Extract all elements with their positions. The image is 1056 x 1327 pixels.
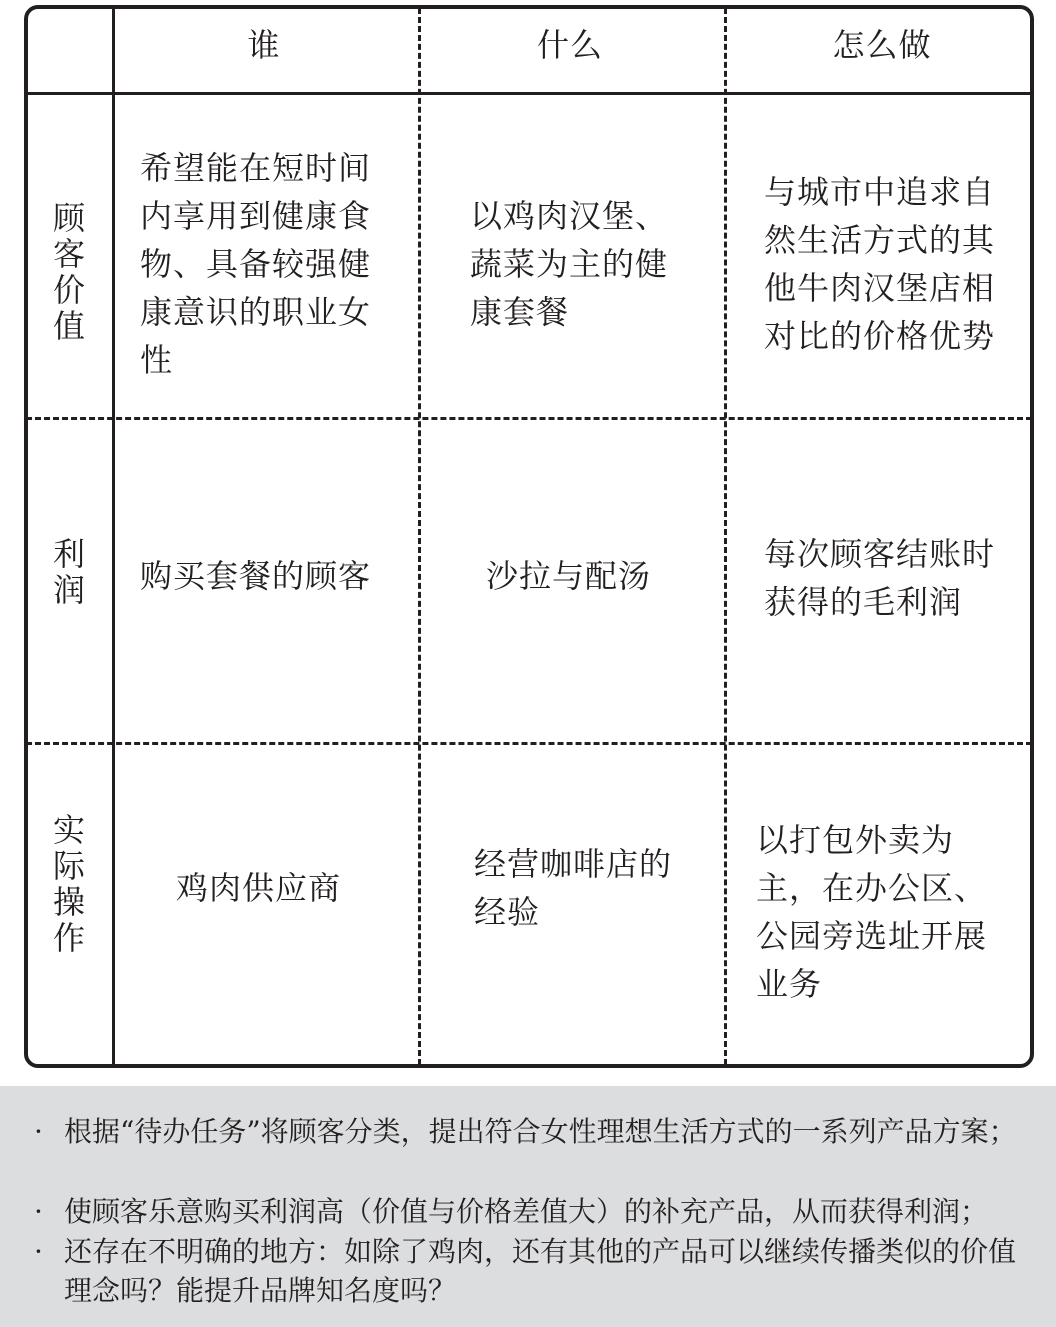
row-label-operations: 实 际 操 作 <box>52 811 85 957</box>
cell-profit-who: 购买套餐的顾客 <box>140 557 372 595</box>
bullet-mark: · <box>34 1115 43 1148</box>
header-what: 什么 <box>536 26 603 64</box>
note-text: 还存在不明确的地方：如除了鸡肉，还有其他的产品可以继续传播类似的价值理念吗？能提升品牌知名度吗？ <box>64 1235 1017 1307</box>
row-label-customer-value: 顾 客 价 值 <box>52 199 85 345</box>
cell-profit-how: 每次顾客结账时获得的毛利润 <box>764 535 996 621</box>
note-item-2 <box>34 1192 1034 1231</box>
cell-operations-how: 以打包外卖为主，在办公区、公园旁选址开展业务 <box>756 821 988 1003</box>
cell-operations-who: 鸡肉供应商 <box>176 869 342 907</box>
row-divider-2 <box>26 742 1032 745</box>
row-label-divider <box>112 8 115 1065</box>
column-divider-1 <box>418 8 421 1065</box>
row-divider-1 <box>26 417 1032 420</box>
note-item-1 <box>34 1112 1034 1151</box>
note-text: 使顾客乐意购买利润高（价值与价格差值大）的补充产品，从而获得利润； <box>64 1195 989 1228</box>
cell-operations-what: 经营咖啡店的经验 <box>474 845 673 931</box>
header-who: 谁 <box>247 26 281 64</box>
header-divider <box>26 92 1032 95</box>
notes-box <box>0 1086 1056 1327</box>
cell-customer-value-how: 与城市中追求自然生活方式的其他牛肉汉堡店相对比的价格优势 <box>764 173 996 355</box>
cell-customer-value-who: 希望能在短时间内享用到健康食物、具备较强健康意识的职业女性 <box>140 149 372 379</box>
header-how: 怎么做 <box>832 26 932 64</box>
note-item-3 <box>34 1232 1034 1310</box>
note-text: 根据“待办任务”将顾客分类，提出符合女性理想生活方式的一系列产品方案； <box>64 1115 1017 1148</box>
column-divider-2 <box>724 8 727 1065</box>
cell-profit-what: 沙拉与配汤 <box>486 557 652 595</box>
bullet-mark: · <box>34 1235 43 1268</box>
cell-customer-value-what: 以鸡肉汉堡、蔬菜为主的健康套餐 <box>470 197 669 331</box>
bullet-mark: · <box>34 1195 43 1228</box>
row-label-profit: 利 润 <box>52 535 85 609</box>
